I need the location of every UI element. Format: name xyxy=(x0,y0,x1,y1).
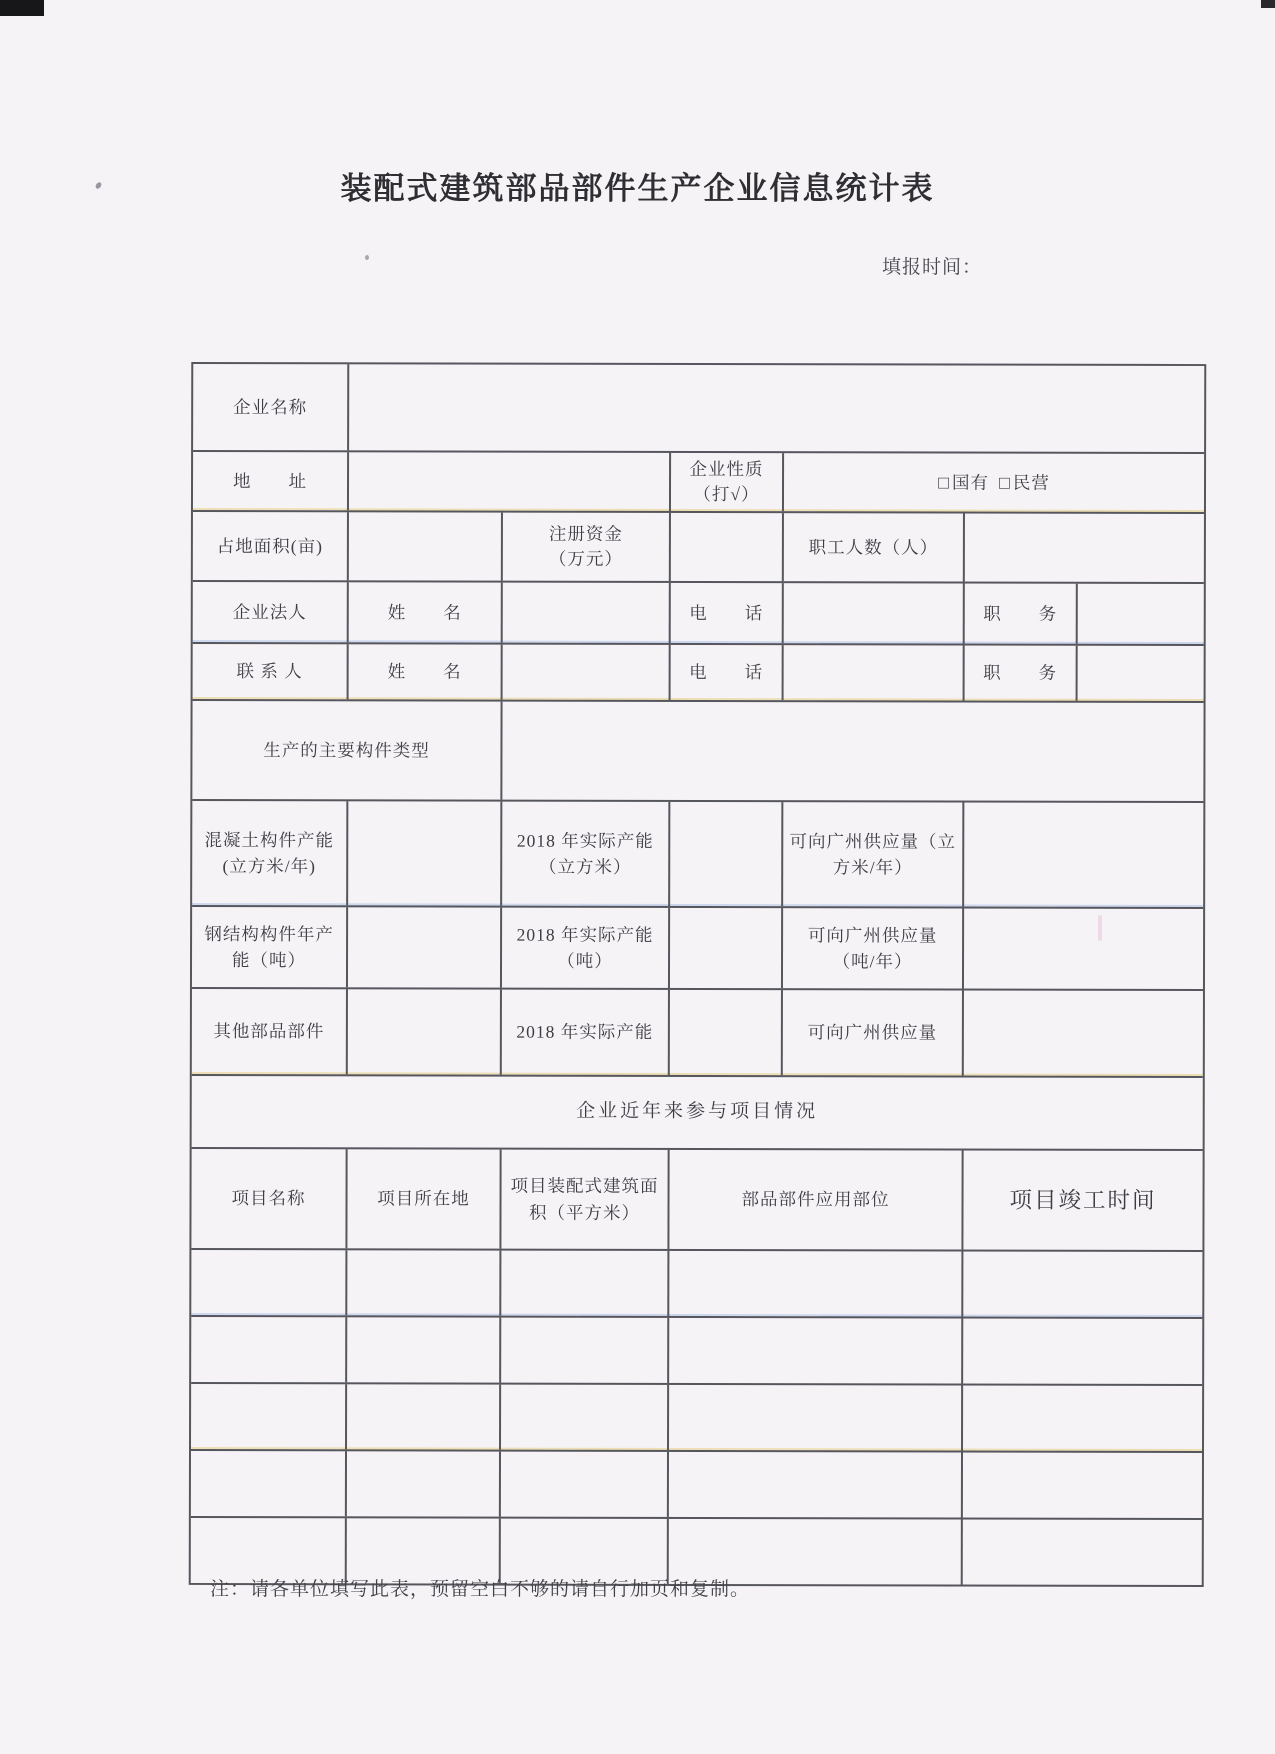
row-legal-representative xyxy=(193,580,1204,644)
legal-rep-phone-input[interactable] xyxy=(782,583,963,643)
project-area-input[interactable] xyxy=(499,1318,667,1383)
checkbox-state-owned[interactable]: □ xyxy=(938,472,951,493)
legal-rep-name-input[interactable] xyxy=(501,583,669,643)
project-row xyxy=(191,1449,1202,1518)
project-completion-input[interactable] xyxy=(961,1252,1202,1318)
project-row xyxy=(191,1248,1202,1317)
project-application-input[interactable] xyxy=(667,1385,961,1451)
row-contact-person xyxy=(193,642,1204,701)
concrete-supply-label: 可向广州供应量（立方米/年） xyxy=(781,802,962,906)
address-input[interactable] xyxy=(347,452,669,511)
report-time-label: 填报时间： xyxy=(882,257,983,278)
contact-label: 联 系 人 xyxy=(236,661,303,682)
main-components-label: 生产的主要构件类型 xyxy=(263,739,430,761)
legal-rep-title-label: 职 务 xyxy=(963,584,1076,644)
nature-label: 企业性质 （打√） xyxy=(669,453,782,511)
legal-rep-label: 企业法人 xyxy=(232,601,307,623)
registered-capital-label: 注册资金 （万元） xyxy=(501,513,669,581)
company-name-label: 企业名称 xyxy=(233,396,308,418)
concrete-capacity-input[interactable] xyxy=(346,801,500,905)
steel-actual-label: 2018 年实际产能（吨） xyxy=(500,908,668,988)
form-table xyxy=(189,362,1207,1587)
scan-speck xyxy=(365,255,369,260)
steel-capacity-input[interactable] xyxy=(346,907,500,987)
project-name-header: 项目名称 xyxy=(231,1188,306,1209)
row-projects-header xyxy=(191,1147,1202,1250)
project-area-input[interactable] xyxy=(499,1385,667,1450)
concrete-actual-input[interactable] xyxy=(668,802,781,906)
project-name-input[interactable] xyxy=(191,1384,345,1449)
steel-supply-label: 可向广州供应量（吨/年） xyxy=(781,908,962,988)
row-other-capacity xyxy=(192,987,1203,1076)
staff-count-input[interactable] xyxy=(963,514,1204,583)
row-land-area xyxy=(193,510,1204,582)
row-address xyxy=(193,450,1204,512)
concrete-supply-input[interactable] xyxy=(962,803,1203,908)
land-area-label: 占地面积(亩) xyxy=(216,535,323,557)
project-completion-input[interactable] xyxy=(961,1453,1202,1519)
project-row xyxy=(191,1382,1202,1451)
project-location-input[interactable] xyxy=(345,1451,499,1516)
project-name-input[interactable] xyxy=(191,1317,345,1382)
private-label: 民营 xyxy=(1012,472,1050,493)
staff-count-label: 职工人数（人） xyxy=(782,513,963,581)
project-location-input[interactable] xyxy=(345,1384,499,1449)
project-name-input[interactable] xyxy=(191,1250,345,1315)
row-concrete-capacity xyxy=(192,799,1203,907)
main-components-input[interactable] xyxy=(500,702,1203,801)
steel-capacity-label: 钢结构构件年产能（吨） xyxy=(204,923,334,971)
project-application-input[interactable] xyxy=(667,1452,961,1518)
row-company-name xyxy=(193,364,1204,452)
project-area-header: 项目装配式建筑面积（平方米） xyxy=(499,1150,667,1249)
other-supply-input[interactable] xyxy=(962,991,1203,1077)
contact-title-label: 职 务 xyxy=(963,646,1076,701)
concrete-capacity-label: 混凝土构件产能(立方米/年) xyxy=(204,829,335,877)
legal-rep-title-input[interactable] xyxy=(1076,584,1204,644)
scan-corner-artifact xyxy=(0,0,44,16)
steel-actual-input[interactable] xyxy=(668,908,781,988)
contact-phone-label: 电 话 xyxy=(669,645,782,700)
project-area-input[interactable] xyxy=(499,1452,667,1517)
footnote: 注：请各单位填写此表，预留空白不够的请自行加页和复制。 xyxy=(210,1579,751,1600)
registered-capital-input[interactable] xyxy=(669,513,782,581)
other-parts-input[interactable] xyxy=(346,989,500,1074)
legal-rep-name-label: 姓 名 xyxy=(347,582,501,642)
project-name-input[interactable] xyxy=(191,1451,345,1516)
projects-section-title: 企业近年来参与项目情况 xyxy=(576,1100,819,1123)
project-location-input[interactable] xyxy=(345,1317,499,1382)
other-parts-label: 其他部品部件 xyxy=(213,1021,325,1042)
project-row xyxy=(191,1315,1202,1384)
state-owned-label: 国有 xyxy=(952,472,990,493)
project-application-input[interactable] xyxy=(667,1251,961,1317)
contact-name-label: 姓 名 xyxy=(347,644,501,699)
project-completion-input[interactable] xyxy=(961,1386,1202,1452)
checkbox-private[interactable]: □ xyxy=(999,472,1011,493)
project-completion-input[interactable] xyxy=(961,1319,1202,1385)
other-actual-input[interactable] xyxy=(668,990,781,1075)
row-main-components xyxy=(192,699,1203,801)
project-location-header: 项目所在地 xyxy=(345,1149,499,1248)
concrete-actual-label: 2018 年实际产能（立方米） xyxy=(500,802,668,906)
other-actual-label: 2018 年实际产能 xyxy=(500,990,668,1075)
steel-supply-input[interactable] xyxy=(962,909,1203,990)
address-label: 地 址 xyxy=(233,470,308,492)
company-name-input[interactable] xyxy=(347,364,1204,452)
ownership-options xyxy=(782,453,1204,512)
row-projects-section xyxy=(192,1074,1203,1149)
contact-phone-input[interactable] xyxy=(782,645,963,700)
project-area-input[interactable] xyxy=(499,1251,667,1316)
contact-name-input[interactable] xyxy=(501,645,669,700)
row-steel-capacity xyxy=(192,905,1203,989)
project-application-header: 部品部件应用部位 xyxy=(667,1150,961,1250)
project-application-input[interactable] xyxy=(667,1318,961,1384)
other-supply-label: 可向广州供应量 xyxy=(781,990,962,1075)
contact-title-input[interactable] xyxy=(1076,646,1204,701)
project-completion-header: 项目竣工时间 xyxy=(961,1151,1202,1251)
project-location-input[interactable] xyxy=(345,1250,499,1315)
scan-corner-artifact xyxy=(1261,0,1275,8)
project-completion-input[interactable] xyxy=(961,1520,1202,1586)
legal-rep-phone-label: 电 话 xyxy=(669,583,782,643)
land-area-input[interactable] xyxy=(347,512,501,580)
page-title: 装配式建筑部品部件生产企业信息统计表 xyxy=(340,171,935,207)
